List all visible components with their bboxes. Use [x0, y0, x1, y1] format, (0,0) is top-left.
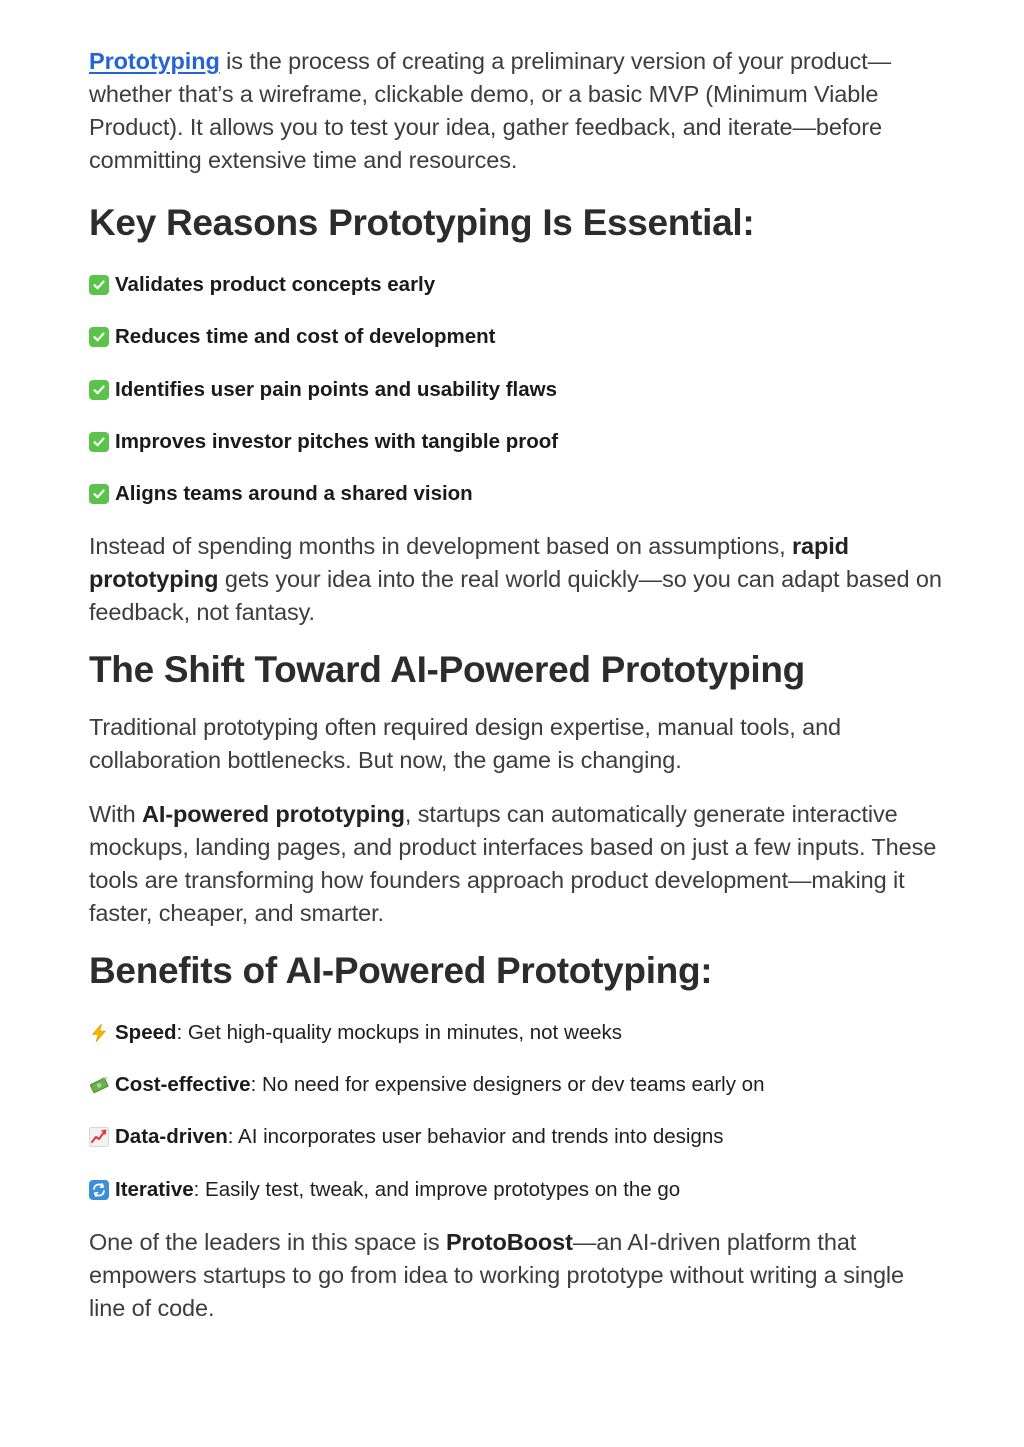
reason-label: Validates product concepts early [115, 273, 436, 296]
check-mark-icon [89, 327, 109, 347]
intro-text: is the process of creating a preliminary version of your product—whether that’s a wireframe, clickable demo, or a basic MVP (Minimum Viable Product). It allows you to test your idea, gather feedback, and iterate—before committing extensive time and resources. [89, 48, 892, 173]
benefit-label: Speed [115, 1021, 177, 1044]
reasons-list [89, 272, 968, 507]
ai-powered-paragraph [89, 798, 967, 930]
check-mark-icon [89, 275, 109, 295]
prototyping-link[interactable]: Prototyping [89, 48, 220, 74]
list-item [89, 1177, 968, 1203]
protoboost-name: ProtoBoost [445, 1229, 573, 1255]
benefit-label: Iterative [115, 1178, 194, 1201]
paragraph-text: , startups can automatically generate interactive mockups, landing pages, and product interfaces based on just a few inputs. These tools are transforming how founders approach product development—making it faster, cheaper, and smarter. [89, 801, 937, 926]
benefit-label: Data-driven [115, 1125, 228, 1148]
benefit-desc: : No need for expensive designers or dev teams early on [250, 1073, 765, 1096]
benefit-label: Cost-effective [115, 1073, 251, 1096]
list-item [89, 429, 968, 455]
protoboost-paragraph [89, 1226, 939, 1325]
list-item [89, 481, 968, 507]
rapid-prototyping-paragraph [89, 530, 967, 629]
paragraph-bold: AI-powered prototyping [142, 801, 405, 827]
paragraph-text: With [89, 801, 143, 827]
reason-label: Identifies user pain points and usability flaws [115, 378, 557, 401]
paragraph-text: gets your idea into the real world quickly—so you can adapt based on feedback, not fantasy. [89, 566, 942, 625]
benefit-desc: : Easily test, tweak, and improve prototypes on the go [193, 1178, 681, 1201]
list-item [89, 272, 968, 298]
paragraph-bold: rapid prototyping [89, 533, 849, 592]
list-item [89, 377, 968, 403]
intro-paragraph [89, 45, 959, 177]
paragraph-text: One of the leaders in this space is [89, 1229, 446, 1255]
reason-label: Reduces time and cost of development [115, 325, 496, 348]
benefit-desc: : Get high-quality mockups in minutes, not weeks [176, 1021, 623, 1044]
check-mark-icon [89, 432, 109, 452]
money-with-wings-icon [89, 1075, 109, 1095]
benefit-desc: : AI incorporates user behavior and trends into designs [227, 1125, 724, 1148]
paragraph-text: Instead of spending months in development based on assumptions, [89, 533, 792, 559]
benefits-list [89, 1020, 968, 1203]
repeat-arrows-icon [89, 1180, 109, 1200]
check-mark-icon [89, 380, 109, 400]
section3-heading: Benefits of AI-Powered Prototyping: [89, 950, 713, 991]
paragraph-text: —an AI-driven platform that empowers startups to go from idea to working prototype without writing a single line of code. [89, 1229, 905, 1321]
traditional-paragraph: Traditional prototyping often required design expertise, manual tools, and collaboration bottlenecks. But now, the game is changing. [89, 714, 842, 773]
section1-heading: Key Reasons Prototyping Is Essential: [89, 202, 755, 243]
section2-heading: The Shift Toward AI-Powered Prototyping [89, 649, 805, 690]
chart-increasing-icon [89, 1127, 109, 1147]
list-item [89, 1072, 968, 1098]
reason-label: Improves investor pitches with tangible proof [115, 430, 559, 453]
reason-label: Aligns teams around a shared vision [115, 482, 473, 505]
lightning-icon [89, 1023, 109, 1043]
check-mark-icon [89, 484, 109, 504]
list-item [89, 324, 968, 350]
list-item [89, 1124, 968, 1150]
list-item [89, 1020, 968, 1046]
